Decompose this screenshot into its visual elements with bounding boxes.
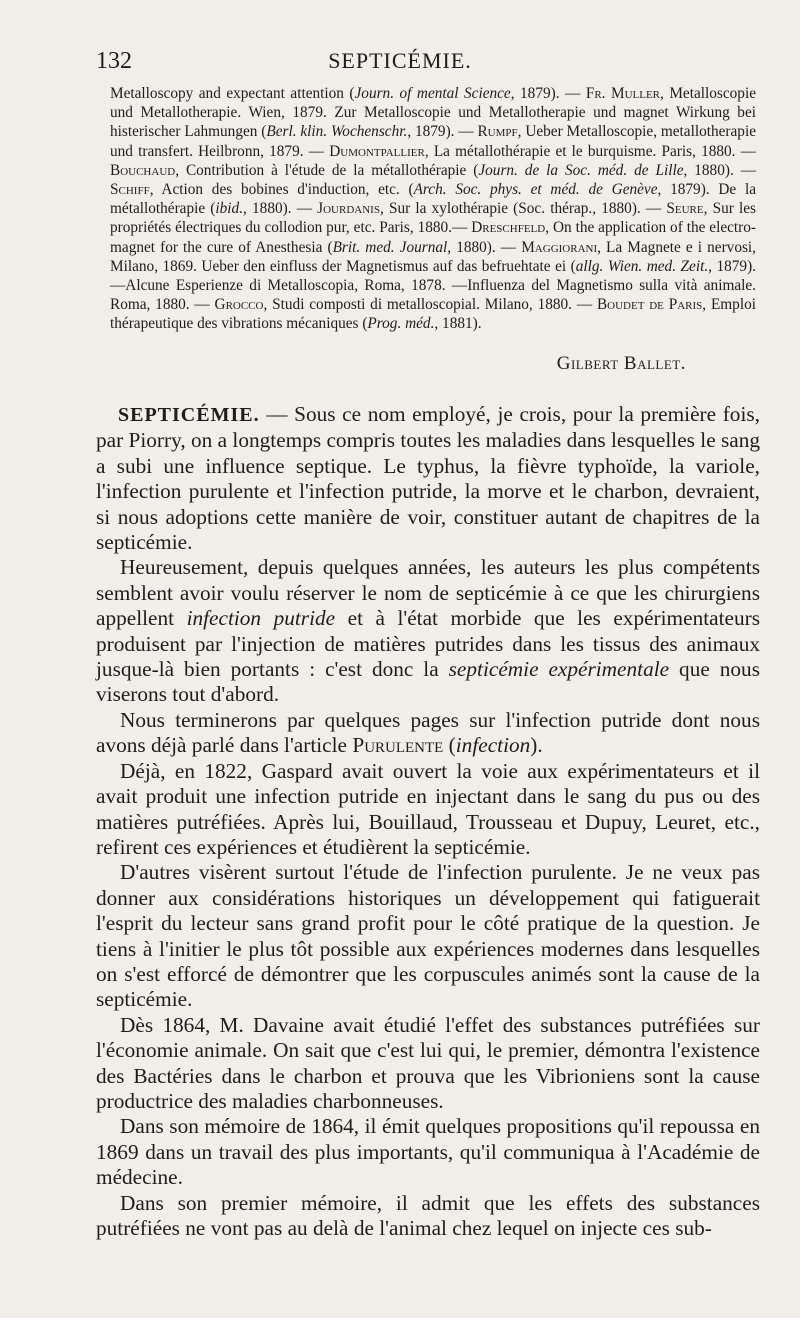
article-paragraph (96, 402, 760, 555)
text-run: Nous terminerons par quelques pages sur l'infection putride dont nous avons déjà parlé dans l'article (96, 707, 760, 758)
article-paragraph (96, 1013, 760, 1115)
article-headword: SEPTICÉMIE. (118, 404, 260, 426)
bibliography-block (110, 84, 756, 334)
page-number: 132 (96, 48, 132, 74)
text-run: Metalloscopy and expectant attention ( (110, 85, 355, 102)
text-run: Déjà, en 1822, Gaspard avait ouvert la voie aux expérimentateurs et il avait produit une infection putride en injectant dans le sang du pus ou des matières putréfiées. Après lui, Bouillaud, Trousseau et Dupuy, Leuret, etc., refirent ces expériences et étudièrent la septicémie. (96, 758, 760, 859)
small-caps-text: Dumontpallier (329, 142, 425, 160)
text-run: , Sur les propriétés électriques du collodion pur, etc. Paris, 1880.— (110, 200, 757, 237)
article-paragraph (96, 1114, 760, 1190)
text-run: D'autres visèrent surtout l'étude de l'infection purulente. Je ne veux pas donner aux considérations historiques un développement qui fatiguerait l'esprit du lecteur sans grand profit pour le côté pratique de la question. Je tiens à l'initier le plus tôt possible aux expériences modernes dans lesquelles on s'est efforcé de démontrer que les corpuscules animés sont la cause de la septicémie. (96, 860, 760, 1012)
italic-text: Arch. Soc. phys. et méd. de Genève (413, 181, 658, 199)
text-run: , 1879). —Alcune Esperienze di Metalloscopia, Roma, 1878. —Influenza del Magnetismo sulla vità animale. Roma, 1880. — (110, 257, 756, 314)
text-run: Dans son mémoire de 1864, il émit quelques propositions qu'il repoussa en 1869 dans un travail des plus importants, qu'il communiqua à l'Académie de médecine. (96, 1114, 760, 1190)
small-caps-text: Dreschfeld (471, 219, 546, 237)
text-run: , Contribution à l'étude de la métallothérapie ( (175, 161, 479, 179)
text-run: , La métallothérapie et le burquisme. Paris, 1880. — (424, 142, 756, 160)
page-header (0, 48, 800, 84)
text-run: Dès 1864, M. Davaine avait étudié l'effet des substances putréfiées sur l'économie animale. On sait que c'est lui qui, le premier, démontra l'existence des Bactéries dans le charbon et prouva que les Vibrioniens sont la cause productrice des maladies charbonneuses. (96, 1012, 760, 1113)
text-run: , 1879). — (407, 123, 478, 141)
italic-text: allg. Wien. med. Zeit. (575, 257, 709, 275)
article-paragraph (96, 555, 760, 707)
text-run: ( (443, 733, 456, 758)
article-paragraph (96, 1191, 760, 1242)
text-run: , On the application of the electro-magnet for the cure of Anesthesia ( (110, 219, 757, 256)
text-run: ). (530, 733, 543, 758)
text-run: , Emploi thérapeutique des vibrations mécaniques ( (110, 296, 756, 333)
text-run: , 1880). — (683, 161, 756, 179)
small-caps-text: Jourdanis (317, 200, 380, 218)
author-signature: Gilbert Ballet. (556, 353, 686, 374)
text-run: , Metalloscopie und Metallotherapie. Wien, 1879. Zur Metalloscopie und Metallotherapie und magnet Wirkung bei histerischer Lahmungen ( (110, 85, 756, 141)
article-paragraph (96, 759, 760, 861)
text-run: que nous viserons tout d'abord. (96, 657, 760, 707)
italic-text: infection putride (186, 606, 336, 631)
small-caps-text: Seure (666, 200, 704, 218)
running-title: SEPTICÉMIE. (328, 48, 472, 73)
text-run: , Studi composti di metalloscopial. Milano, 1880. — (263, 296, 597, 314)
small-caps-text: Fr. Muller (585, 85, 661, 102)
text-run: , Action des bobines d'induction, etc. ( (149, 181, 414, 199)
small-caps-text: Rumpf (477, 123, 518, 141)
small-caps-text: Bouchaud (110, 161, 176, 179)
small-caps-text: Schiff (110, 181, 150, 199)
small-caps-text: Boudet de Paris (596, 296, 703, 314)
italic-text: septicémie expérimentale (448, 657, 670, 682)
small-caps-text: Maggiorani (521, 238, 598, 256)
text-run: , 1880). — (243, 200, 318, 218)
article-paragraph (96, 860, 760, 1012)
article-body (96, 402, 760, 1241)
text-run: — Sous ce nom employé, je crois, pour la première fois, par Piorry, on a longtemps compris toutes les maladies dans lesquelles le sang a subi une influence septique. Le typhus, la fièvre typhoïde, la variole, l'infection purulente et l'infection putride, la morve et le charbon, devraient, si nous adoptions cette manière de voir, constituer autant de chapitres de la septicémie. (96, 402, 761, 555)
text-run: , Ueber Metalloscopie, metallotherapie und transfert. Heilbronn, 1879. — (110, 123, 756, 160)
text-run: , 1879). De la métallothérapie ( (110, 181, 757, 218)
italic-text: Brit. med. Journal (332, 238, 448, 256)
text-run: , 1879). — (510, 85, 586, 102)
article-paragraph (96, 708, 760, 759)
text-run: Dans son premier mémoire, il admit que les effets des substances putréfiées ne vont pas au delà de l'animal chez lequel on injecte ces sub- (96, 1190, 760, 1240)
italic-text: Berl. klin. Wochenschr. (266, 123, 408, 141)
text-run: , La Magnete e i nervosi, Milano, 1869. Ueber den einfluss der Magnetismus auf das befruehtate ei ( (110, 238, 756, 275)
small-caps-text: Purulente (352, 733, 444, 758)
italic-text: infection (455, 733, 531, 758)
italic-text: Journ. de la Soc. méd. de Lille (478, 161, 684, 179)
text-run: , Sur la xylothérapie (Soc. thérap., 1880). — (379, 200, 667, 218)
text-run: Heureusement, depuis quelques années, les auteurs les plus compétents semblent avoir voulu réserver le nom de septicémie à ce que les chirurgiens appellent (96, 555, 760, 631)
italic-text: Prog. méd. (367, 315, 435, 333)
italic-text: ibid. (215, 200, 244, 218)
italic-text: Journ. of mental Science (354, 85, 511, 102)
text-run: et à l'état morbide que les expérimentateurs produisent par l'injection de matières putrides dans les tissus des animaux jusque-là bien portants : c'est donc la (96, 606, 760, 682)
text-run: , 1880). — (447, 238, 522, 256)
small-caps-text: Grocco (214, 296, 264, 314)
text-run: , 1881). (434, 315, 482, 333)
